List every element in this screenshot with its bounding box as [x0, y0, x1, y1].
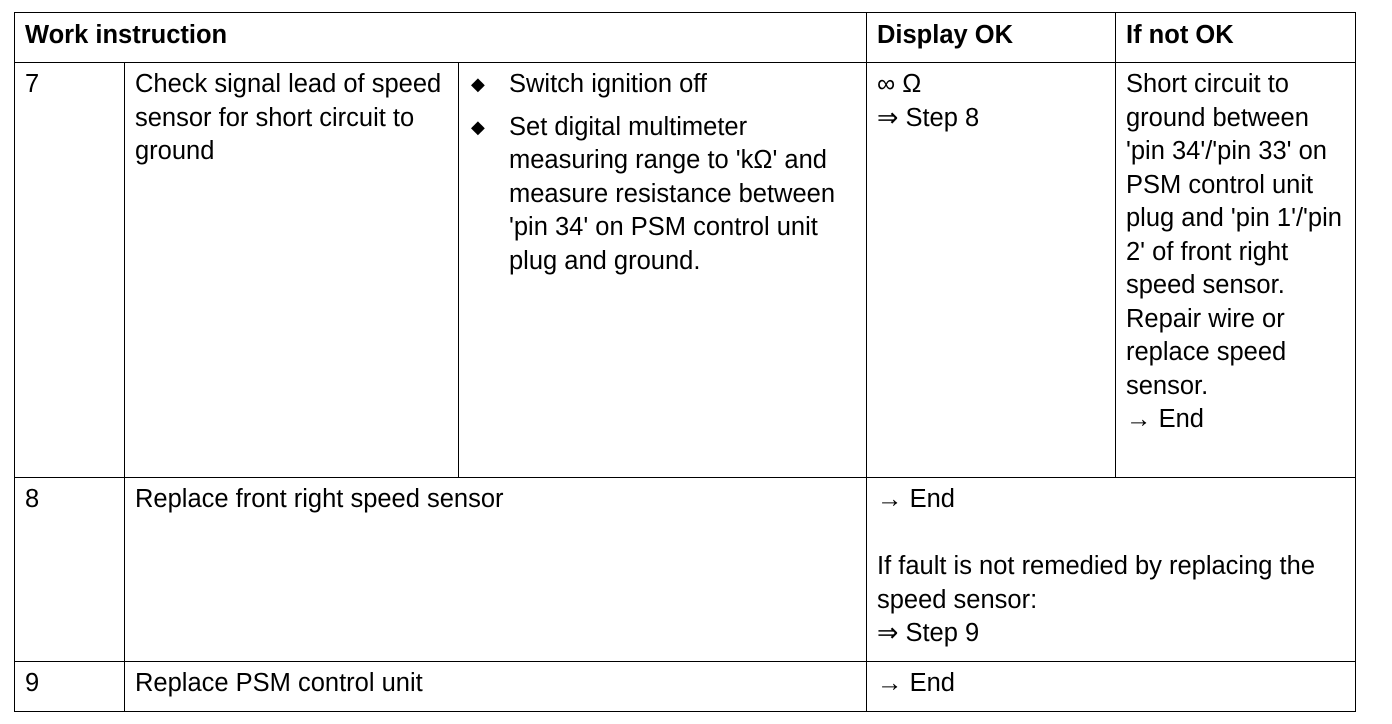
step-number: 7 [15, 63, 125, 478]
fault-description: Short circuit to ground between 'pin 34'/'pin 33' on PSM control unit plug and 'pin 1'/'pin 2' of front right speed sensor. [1126, 70, 1342, 299]
header-display-ok: Display OK [867, 13, 1116, 63]
display-ok-next-step: ⇒ Step 8 [877, 103, 980, 132]
fault-next-step: → End [1126, 405, 1204, 433]
list-item [469, 68, 856, 102]
table-row-step-9 [15, 662, 1356, 712]
diamond-bullet-icon: ◆ [471, 74, 485, 94]
display-ok-note: If fault is not remedied by replacing the speed sensor: [877, 552, 1315, 614]
header-work-instruction: Work instruction [15, 13, 867, 63]
step-instruction: Replace PSM control unit [125, 662, 867, 712]
table-row-step-8 [15, 478, 1356, 662]
step-instruction: Check signal lead of speed sensor for short circuit to ground [125, 63, 459, 478]
procedure-list [469, 68, 856, 278]
header-if-not-ok: If not OK [1116, 13, 1356, 63]
if-not-ok-cell [1116, 63, 1356, 478]
step-number: 8 [15, 478, 125, 662]
step-instruction: Replace front right speed sensor [125, 478, 867, 662]
display-ok-cell [867, 63, 1116, 478]
display-ok-followup-step: ⇒ Step 9 [877, 619, 980, 647]
procedure-text: Set digital multimeter measuring range to 'kΩ' and measure resistance between 'pin 34' on PSM control unit plug and ground. [509, 112, 836, 275]
display-ok-cell [867, 478, 1356, 662]
procedure-text: Switch ignition off [509, 70, 707, 98]
display-ok-next-step: → End [877, 485, 955, 513]
display-ok-value: ∞ Ω [877, 70, 922, 98]
table-header-row [15, 13, 1356, 63]
display-ok-next-step: → End [877, 669, 955, 697]
spacer [877, 517, 1345, 551]
fault-remedy: Repair wire or replace speed sensor. [1126, 304, 1287, 400]
table-row-step-7 [15, 63, 1356, 478]
diamond-bullet-icon: ◆ [471, 116, 485, 137]
step-procedure [459, 63, 867, 478]
step-number: 9 [15, 662, 125, 712]
display-ok-cell [867, 662, 1356, 712]
list-item [469, 111, 856, 279]
work-instruction-table [14, 12, 1356, 712]
